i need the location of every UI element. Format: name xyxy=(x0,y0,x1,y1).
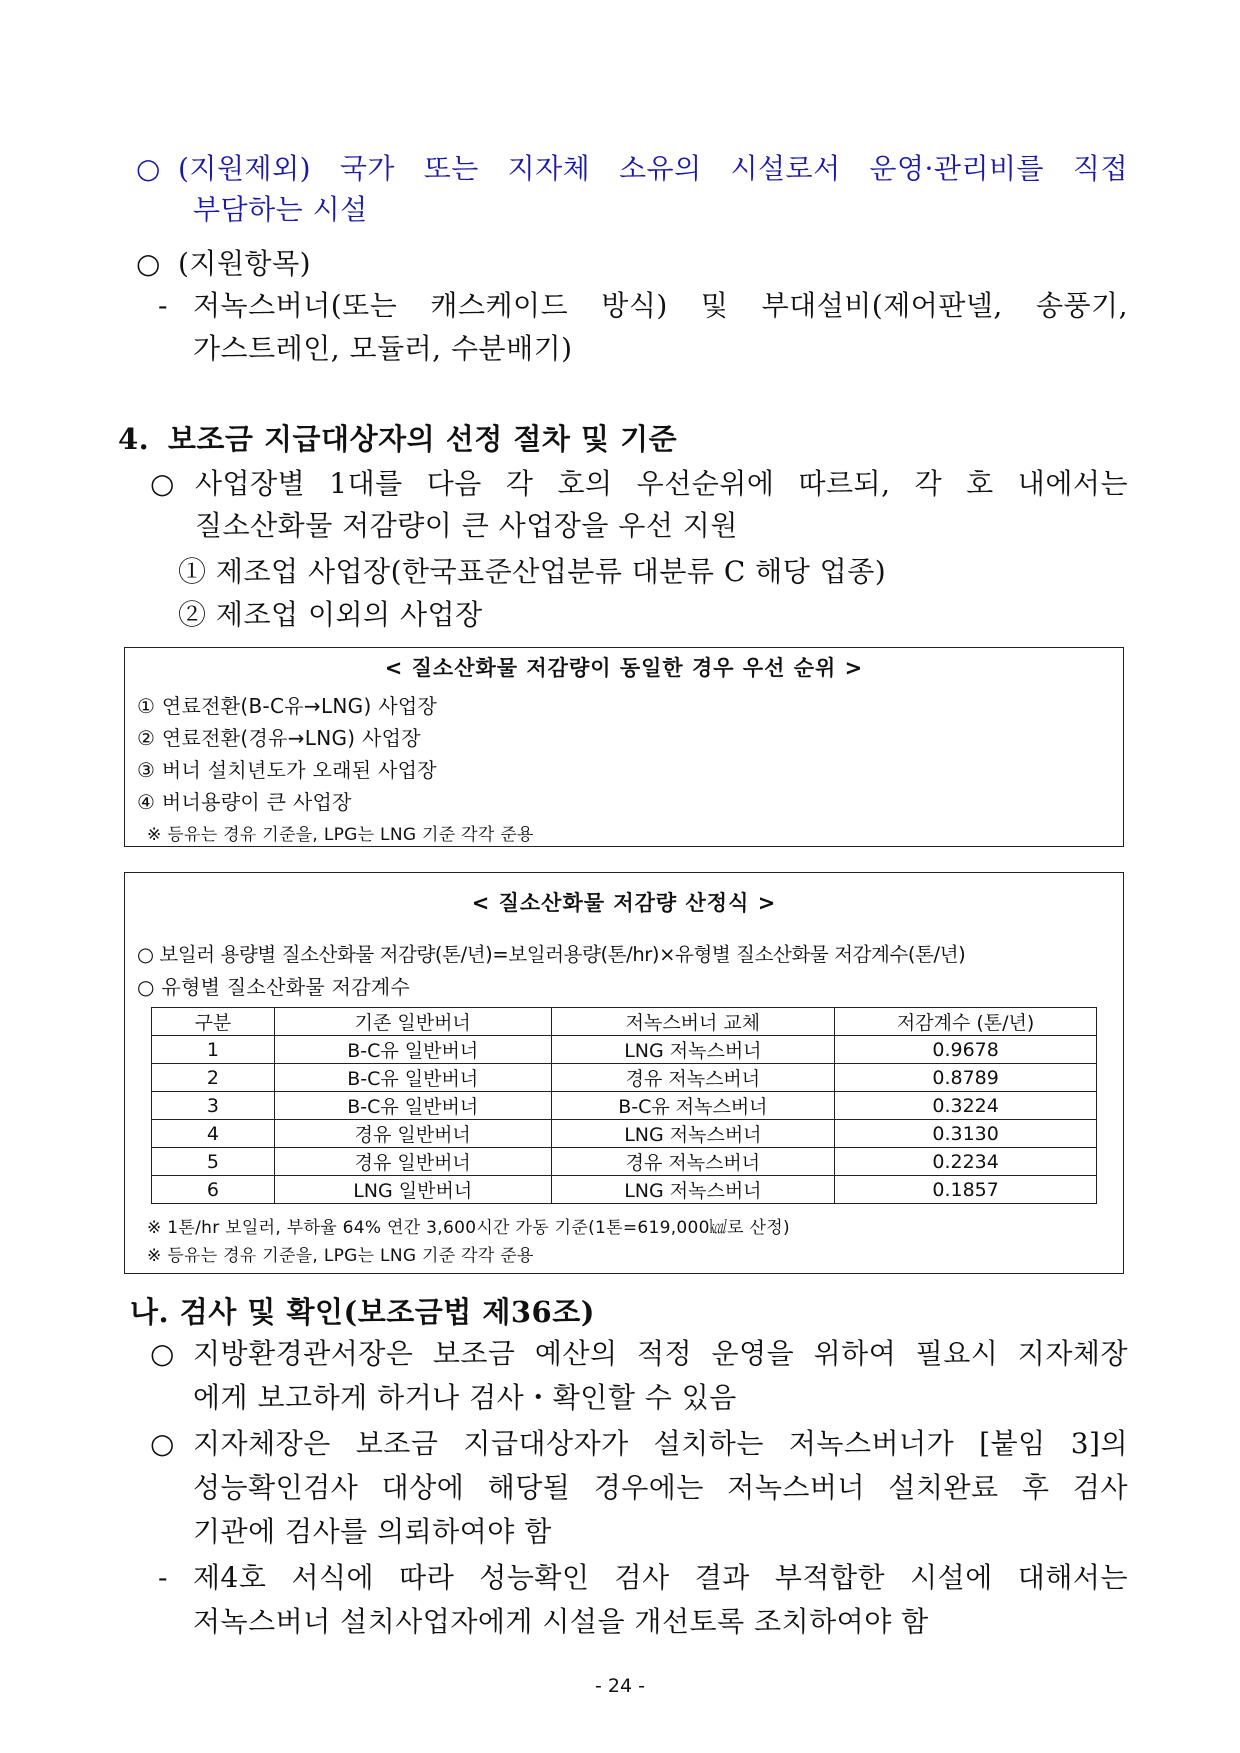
table-cell: B-C유 저녹스버너 xyxy=(551,1092,835,1120)
section-4-item-1: ① 제조업 사업장(한국표준산업분류 대분류 C 해당 업종) xyxy=(178,555,887,588)
table-cell: 경유 일반버너 xyxy=(274,1120,551,1148)
table-cell: LNG 저녹스버너 xyxy=(551,1036,835,1064)
formula-box xyxy=(124,872,1124,1274)
formula-box-title: < 질소산화물 저감량 산정식 > xyxy=(471,891,777,915)
exclusion-line-1: (지원제외) 국가 또는 지자체 소유의 시설로서 운영·관리비를 직접 xyxy=(178,152,1128,185)
priority-item-4: ④ 버너용량이 큰 사업장 xyxy=(137,790,352,814)
table-header-cell: 구분 xyxy=(152,1008,275,1036)
coefficient-table xyxy=(151,1007,1097,1204)
table-cell: 6 xyxy=(152,1176,275,1204)
table-cell: 경유 저녹스버너 xyxy=(551,1148,835,1176)
page-number: - 24 - xyxy=(595,1675,645,1697)
table-header-cell: 저녹스버너 교체 xyxy=(551,1008,835,1036)
table-cell: B-C유 일반버너 xyxy=(274,1092,551,1120)
table-cell: LNG 저녹스버너 xyxy=(551,1120,835,1148)
priority-box-title: < 질소산화물 저감량이 동일한 경우 우선 순위 > xyxy=(384,656,864,680)
bullet-circle: ○ xyxy=(136,152,161,185)
bullet-circle: ○ xyxy=(150,1337,175,1370)
table-cell: 0.8789 xyxy=(835,1064,1097,1092)
section-na-dash-line-2: 저녹스버너 설치사업자에게 시설을 개선토록 조치하여야 함 xyxy=(193,1605,929,1638)
priority-box xyxy=(124,647,1124,847)
table-cell: 4 xyxy=(152,1120,275,1148)
table-header-cell: 저감계수 (톤/년) xyxy=(835,1008,1097,1036)
section-na-p2-line-2: 성능확인검사 대상에 해당될 경우에는 저녹스버너 설치완료 후 검사 xyxy=(193,1471,1128,1504)
formula-line-2: ○ 유형별 질소산화물 저감계수 xyxy=(137,975,411,999)
support-items-line-1: 저녹스버너(또는 캐스케이드 방식) 및 부대설비(제어판넬, 송풍기, xyxy=(193,289,1128,322)
table-row xyxy=(152,1092,1097,1120)
table-row xyxy=(152,1176,1097,1204)
table-row xyxy=(152,1036,1097,1064)
priority-item-3: ③ 버너 설치년도가 오래된 사업장 xyxy=(137,758,437,782)
table-header-row xyxy=(152,1008,1097,1036)
bullet-circle: ○ xyxy=(150,467,175,500)
formula-note-2: ※ 등유는 경유 기준을, LPG는 LNG 기준 각각 준용 xyxy=(147,1246,534,1266)
section-na-p1-line-2: 에게 보고하게 하거나 검사・확인할 수 있음 xyxy=(193,1381,737,1414)
section-4-item-2: ② 제조업 이외의 사업장 xyxy=(178,598,483,631)
exclusion-line-2: 부담하는 시설 xyxy=(193,193,368,226)
table-cell: 5 xyxy=(152,1148,275,1176)
section-4-line-2: 질소산화물 저감량이 큰 사업장을 우선 지원 xyxy=(195,509,738,542)
section-na-p2-line-3: 기관에 검사를 의뢰하여야 함 xyxy=(193,1515,552,1548)
table-cell: 1 xyxy=(152,1036,275,1064)
bullet-circle: ○ xyxy=(136,247,161,280)
table-cell: 2 xyxy=(152,1064,275,1092)
table-cell: 0.3224 xyxy=(835,1092,1097,1120)
section-4-title: 보조금 지급대상자의 선정 절차 및 기준 xyxy=(167,422,678,456)
support-items-title: (지원항목) xyxy=(178,247,312,280)
section-4-line-1: 사업장별 1대를 다음 각 호의 우선순위에 따르되, 각 호 내에서는 xyxy=(195,467,1128,500)
formula-line-1: ○ 보일러 용량별 질소산화물 저감량(톤/년)=보일러용량(톤/hr)×유형별 질소산화물 저감계수(톤/년) xyxy=(137,943,966,966)
bullet-circle: ○ xyxy=(150,1427,175,1460)
table-cell: 경유 일반버너 xyxy=(274,1148,551,1176)
section-na-heading: 나. 검사 및 확인(보조금법 제36조) xyxy=(130,1295,595,1329)
table-cell: B-C유 일반버너 xyxy=(274,1036,551,1064)
table-row xyxy=(152,1120,1097,1148)
dash-marker: - xyxy=(158,1561,168,1594)
priority-item-2: ② 연료전환(경유→LNG) 사업장 xyxy=(137,726,421,750)
table-cell: 0.9678 xyxy=(835,1036,1097,1064)
priority-note: ※ 등유는 경유 기준을, LPG는 LNG 기준 각각 준용 xyxy=(147,825,534,845)
formula-note-1: ※ 1톤/hr 보일러, 부하율 64% 연간 3,600시간 가동 기준(1톤=619,000㎉로 산정) xyxy=(147,1218,790,1238)
table-cell: 3 xyxy=(152,1092,275,1120)
table-cell: LNG 일반버너 xyxy=(274,1176,551,1204)
section-4-number: 4. xyxy=(118,422,150,456)
section-na-dash-line-1: 제4호 서식에 따라 성능확인 검사 결과 부적합한 시설에 대해서는 xyxy=(193,1561,1128,1594)
support-items-line-2: 가스트레인, 모듈러, 수분배기) xyxy=(193,332,573,365)
dash-marker: - xyxy=(158,289,168,322)
table-cell: 경유 저녹스버너 xyxy=(551,1064,835,1092)
table-cell: 0.3130 xyxy=(835,1120,1097,1148)
table-cell: B-C유 일반버너 xyxy=(274,1064,551,1092)
section-na-p2-line-1: 지자체장은 보조금 지급대상자가 설치하는 저녹스버너가 [붙임 3]의 xyxy=(193,1427,1128,1460)
table-cell: 0.1857 xyxy=(835,1176,1097,1204)
priority-item-1: ① 연료전환(B-C유→LNG) 사업장 xyxy=(137,694,438,718)
table-row xyxy=(152,1148,1097,1176)
table-header-cell: 기존 일반버너 xyxy=(274,1008,551,1036)
section-4-heading xyxy=(118,417,677,458)
table-cell: 0.2234 xyxy=(835,1148,1097,1176)
section-na-p1-line-1: 지방환경관서장은 보조금 예산의 적정 운영을 위하여 필요시 지자체장 xyxy=(193,1337,1128,1370)
table-cell: LNG 저녹스버너 xyxy=(551,1176,835,1204)
table-row xyxy=(152,1064,1097,1092)
